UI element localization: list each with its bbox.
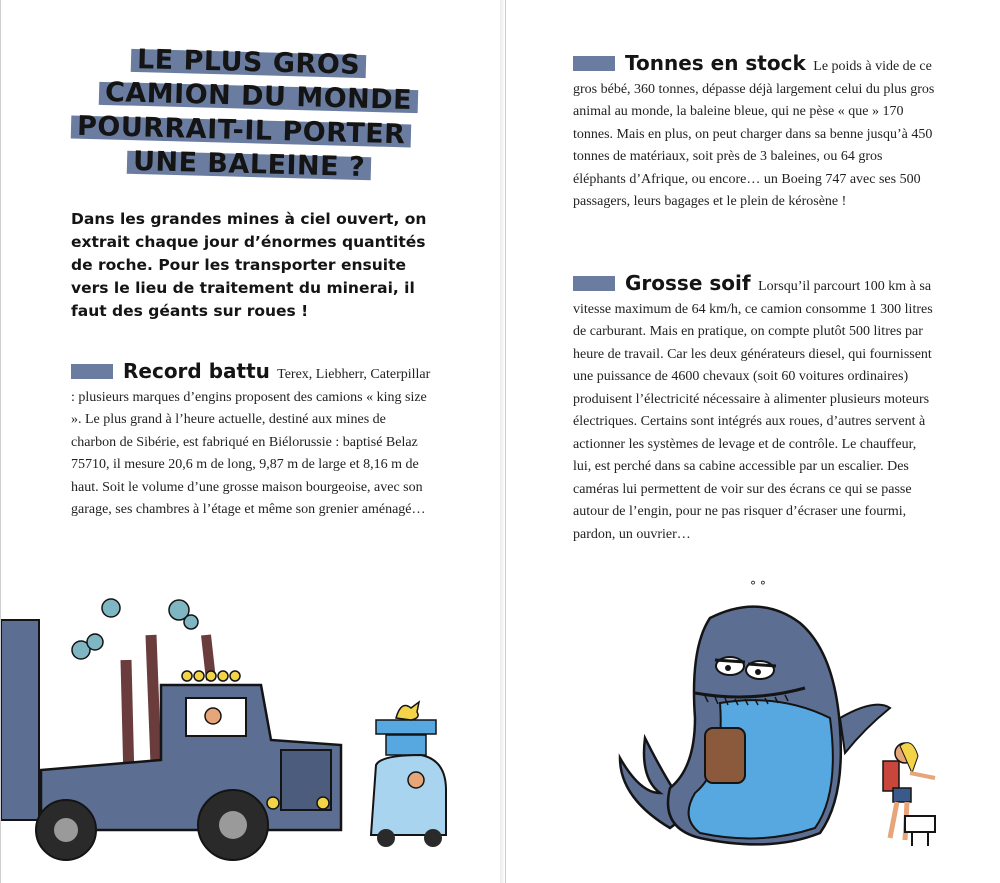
headlight (317, 797, 329, 809)
title-line-1: LE PLUS GROS (131, 43, 367, 83)
backpack (705, 728, 745, 783)
page-title (71, 46, 431, 182)
truck-illustration (1, 590, 461, 883)
smoke-puff (87, 634, 103, 650)
whale-illustration (600, 578, 960, 883)
section-text: Terex, Liebherr, Caterpillar : plusieurs marques d’engins proposent des camions « king size ». Le plus grand à l’heure actuelle, destiné aux mines de charbon de Sibérie, est fabriqué en Biélorussie : baptisé Belaz 75710, il mesure 20,6 m de long, 9,87 m de large et 8,16 m de haut. Soit le volume d’une grosse maison bourgeoise, avec son garage, ses chambres à l’étage et même son grenier aménagé… (71, 367, 431, 517)
car-wheel (377, 829, 395, 847)
section-tonnes (573, 52, 935, 214)
duck-icon (396, 702, 419, 720)
roof-lights (182, 671, 240, 681)
section-marker (573, 276, 615, 291)
section-heading: Tonnes en stock (625, 51, 806, 75)
small-car (371, 755, 446, 835)
whale-fin (840, 705, 890, 753)
section-marker (71, 364, 113, 379)
car-driver-head (408, 772, 424, 788)
driver-head (205, 708, 221, 724)
smoke-puff (184, 615, 198, 629)
section-heading: Grosse soif (625, 271, 751, 295)
title-line-3: POURRAIT-IL PORTER (71, 110, 412, 153)
title-line-4: UNE BALEINE ? (127, 145, 372, 185)
headlight (267, 797, 279, 809)
hiker-shorts (893, 788, 911, 802)
section-record (71, 360, 433, 522)
hiker-backpack (883, 761, 899, 791)
smoke-puff (102, 599, 120, 617)
section-marker (573, 56, 615, 71)
luggage (376, 720, 436, 734)
luggage (386, 735, 426, 755)
info-sign (905, 816, 935, 832)
title-line-2: CAMION DU MONDE (99, 76, 419, 118)
section-text: Le poids à vide de ce gros bébé, 360 tonnes, dépasse déjà largement celui du plus gros animal au monde, la baleine bleue, qui ne pèse « que » 170 tonnes. Mais en plus, on peut charger dans sa benne jusqu’à 450 tonnes de matériaux, soit près de 3 baleines, ou 64 gros éléphants d’Afrique, ou encore… un Boeing 747 avec ses 500 passagers, leurs bagages et le plein de kérosène ! (573, 59, 935, 209)
section-text: Lorsqu’il parcourt 100 km à sa vitesse maximum de 64 km/h, ce camion consomme 1 300 litres de carburant. Mais en pratique, on compte plutôt 500 litres par heure de travail. Car les deux générateurs diesel, qui fournissent une puissance de 4600 chevaux (soit 60 voitures ordinaires) produisent l’électricité nécessaire à alimenter plusieurs moteurs électriques. Certains sont intégrés aux roues, d’autres servent à actionner les systèmes de levage et de contrôle. Le chauffeur, lui, est perché dans sa cabine accessible par un escalier. Des caméras lui permettent de voir sur des écrans ce qui se passe autour de l’engin, pour ne pas risquer d’écraser une fourmi, pardon, un ouvrier… (573, 279, 933, 542)
section-heading: Record battu (123, 359, 270, 383)
bubble-icon: ° ° (750, 579, 766, 593)
truck-trailer (1, 620, 39, 820)
section-soif (573, 272, 935, 546)
car-wheel (424, 829, 442, 847)
intro-paragraph: Dans les grandes mines à ciel ouvert, on extrait chaque jour d’énormes quantités de roche. Pour les transporter ensuite vers le lieu de traitement du minerai, il faut des géants sur roues ! (71, 210, 427, 320)
